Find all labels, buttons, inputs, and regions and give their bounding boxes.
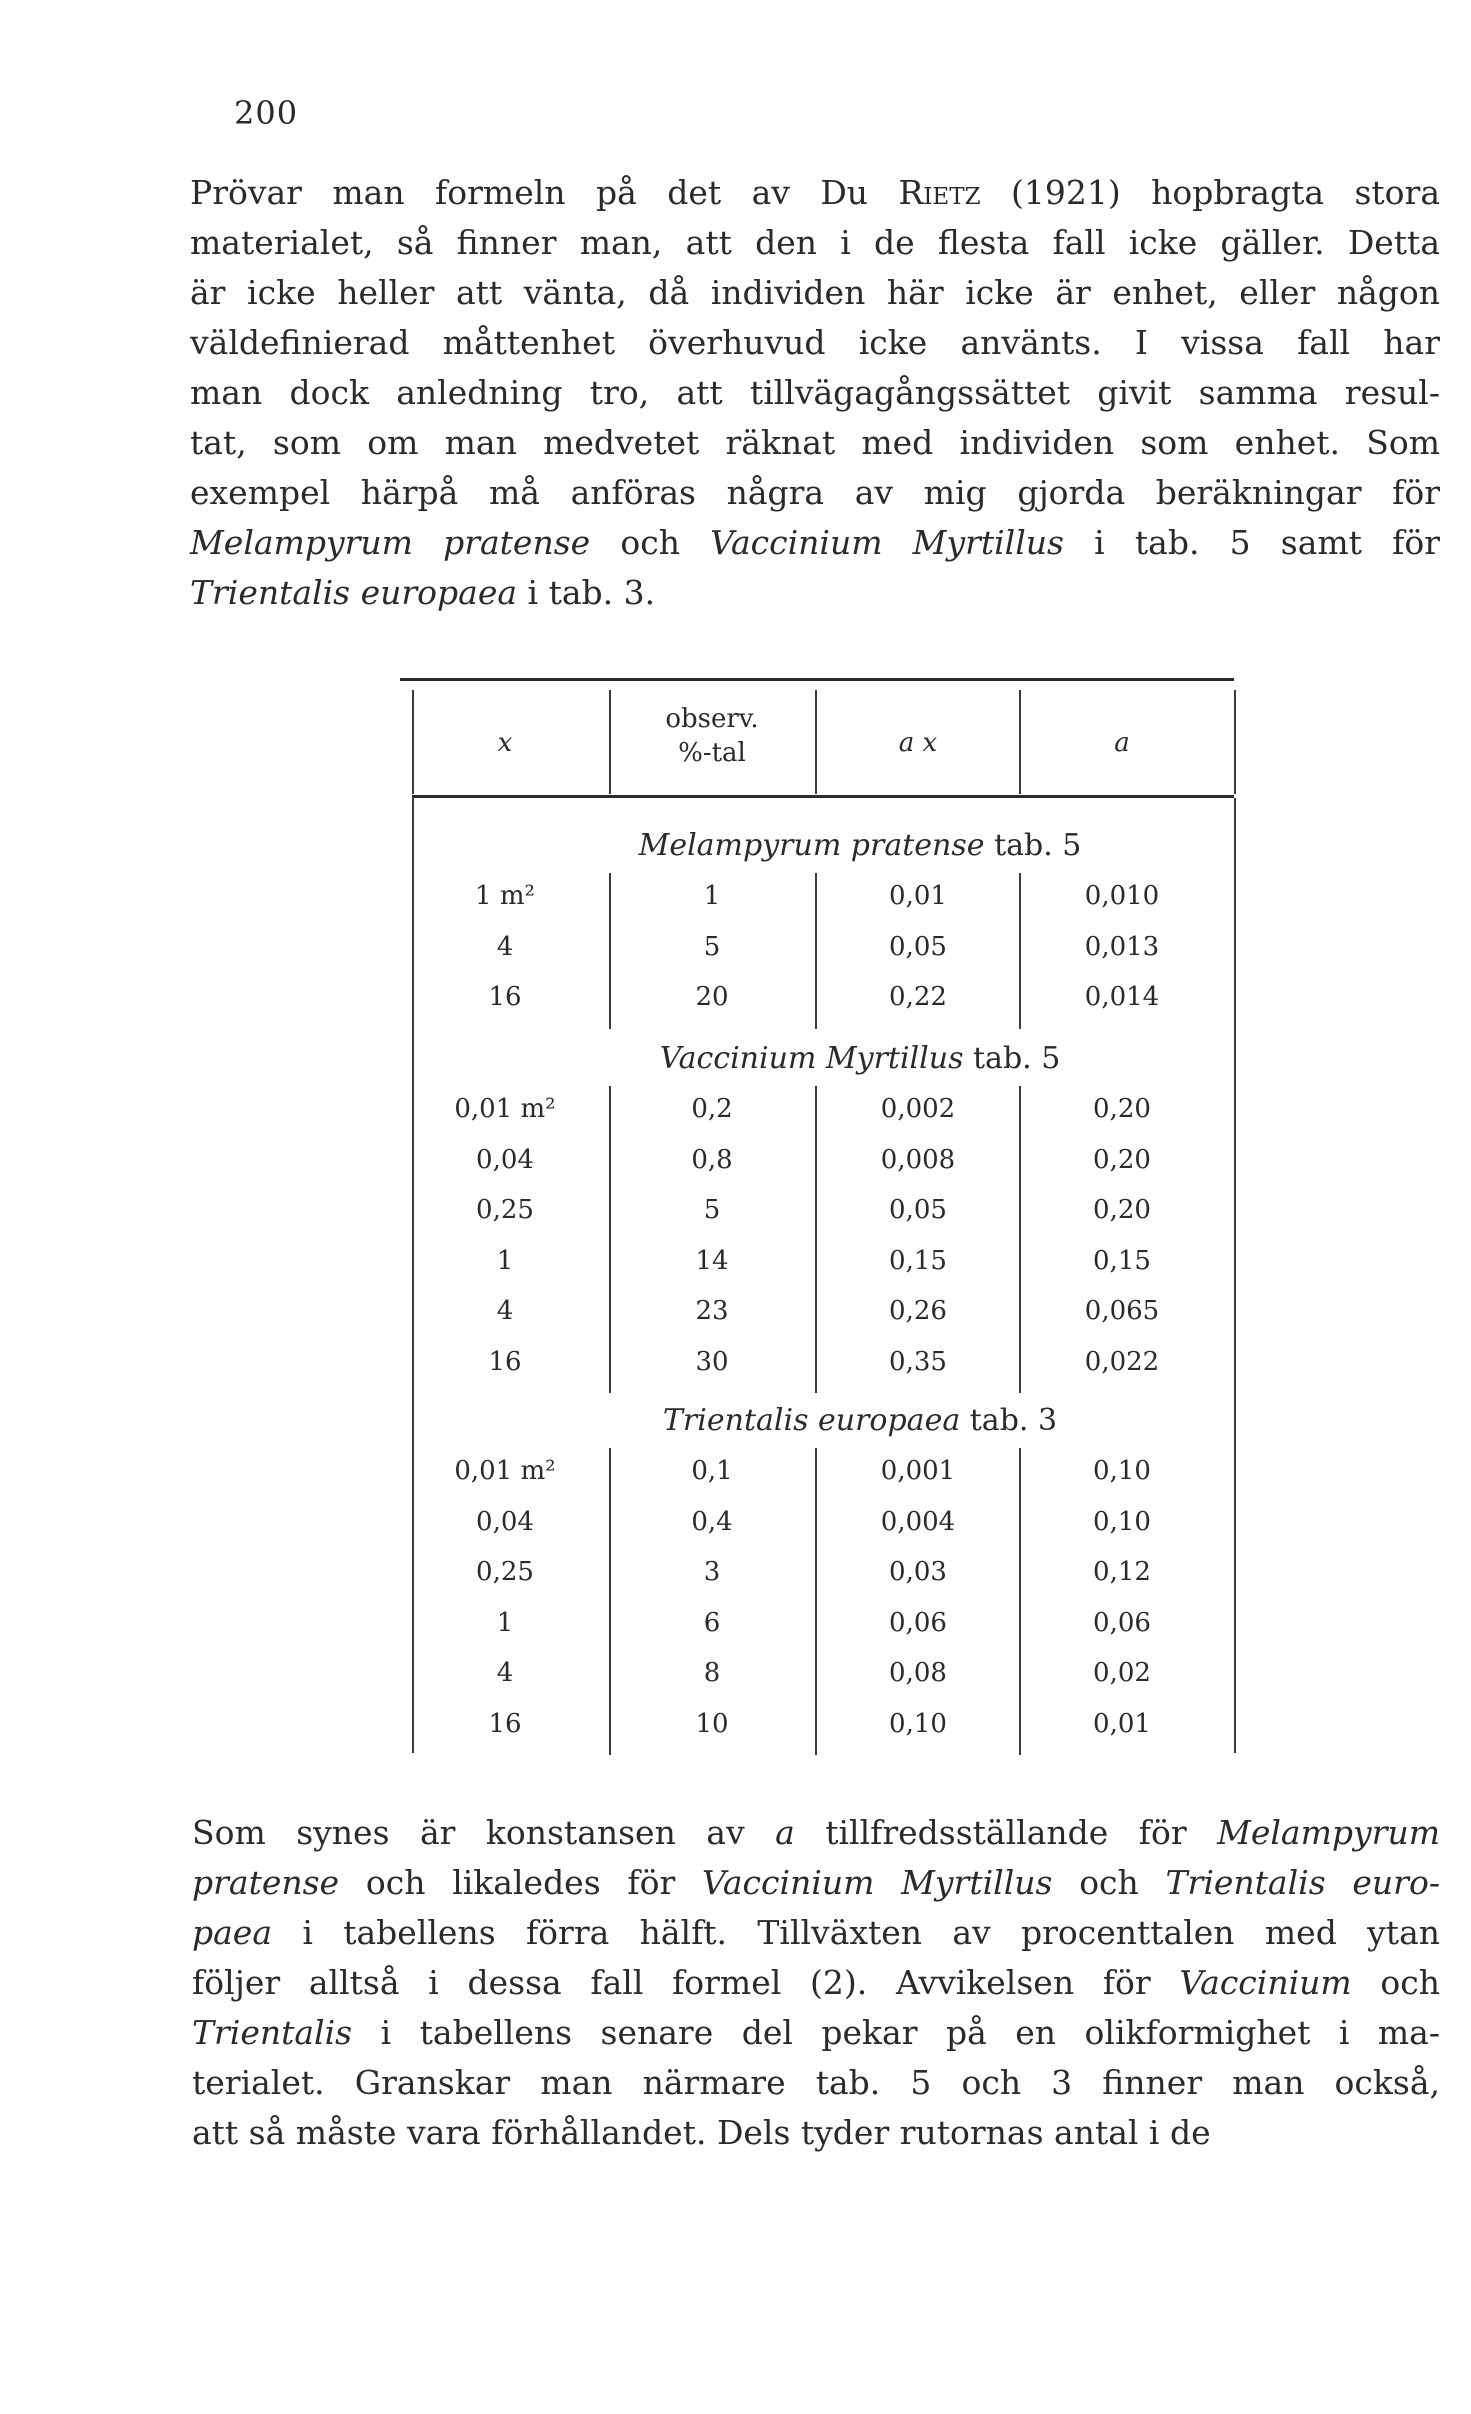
intro-paragraph <box>190 168 1440 618</box>
table-column-rule <box>609 1086 611 1393</box>
table-column-rule <box>815 690 817 794</box>
text-line <box>192 1958 1440 2008</box>
text-line <box>192 2108 1440 2158</box>
italic-text: pratense <box>192 1863 340 1902</box>
cell-ax: 0,03 <box>889 1557 947 1587</box>
text-segment: och <box>1052 1863 1166 1902</box>
text-segment: tillfredsställande för <box>794 1813 1218 1852</box>
cell-a: 0,065 <box>1084 1296 1160 1326</box>
header-x: x <box>497 728 513 758</box>
cell-observ: 20 <box>695 982 729 1012</box>
text-line <box>190 168 1440 218</box>
table-column-rule <box>1019 1448 1021 1755</box>
text-segment: och likaledes för <box>339 1863 703 1902</box>
table-column-rule <box>815 873 817 1029</box>
table-column-rule <box>815 1448 817 1755</box>
cell-x: 0,01 m² <box>454 1456 556 1486</box>
cell-ax: 0,15 <box>889 1245 947 1276</box>
table-column-rule <box>609 873 611 1029</box>
cell-ax: 0,05 <box>889 931 947 962</box>
cell-x: 1 <box>496 1607 514 1638</box>
cell-x: 0,25 <box>476 1195 534 1225</box>
cell-observ: 0,4 <box>691 1506 733 1537</box>
text-segment: att så måste vara förhållandet. Dels tyder rutornas antal i de <box>192 2113 1211 2152</box>
cell-observ: 14 <box>695 1245 729 1276</box>
cell-ax: 0,002 <box>880 1094 956 1124</box>
cell-observ: 0,1 <box>691 1456 733 1486</box>
cell-ax: 0,004 <box>880 1506 956 1537</box>
section-title-species: Melampyrum pratense <box>638 828 985 863</box>
text-segment: (1921) hopbragta stora <box>980 173 1440 212</box>
cell-a: 0,02 <box>1093 1658 1151 1688</box>
table-column-rule <box>412 690 414 794</box>
text-line <box>192 2008 1440 2058</box>
section-title-ref: tab. 5 <box>984 828 1082 863</box>
text-segment: följer alltså i dessa fall formel (2). Avvikelsen för <box>192 1963 1180 2002</box>
cell-a: 0,20 <box>1093 1195 1151 1225</box>
text-line <box>190 268 1440 318</box>
text-line <box>190 518 1440 568</box>
italic-text: Vaccinium Myrtillus <box>710 523 1064 562</box>
section-title-species: Trientalis europaea <box>662 1403 961 1438</box>
cell-observ: 5 <box>703 1195 721 1225</box>
cell-x: 0,01 m² <box>454 1094 556 1124</box>
cell-a: 0,20 <box>1093 1094 1151 1124</box>
cell-observ: 23 <box>695 1296 729 1326</box>
cell-ax: 0,35 <box>889 1346 947 1377</box>
text-segment: och <box>590 523 711 562</box>
text-line <box>190 468 1440 518</box>
section-title-ref: tab. 5 <box>963 1041 1061 1076</box>
cell-observ: 0,8 <box>691 1144 733 1175</box>
text-line <box>192 1908 1440 1958</box>
section-title <box>550 828 1170 863</box>
cell-x: 1 m² <box>475 881 535 911</box>
table-column-rule <box>815 1086 817 1393</box>
cell-x: 16 <box>488 1346 522 1377</box>
text-segment: Som synes är konstansen av <box>192 1813 776 1852</box>
cell-observ: 6 <box>703 1607 721 1638</box>
text-segment: i tab. 5 samt för <box>1063 523 1440 562</box>
italic-text: Melampyrum pratense <box>190 523 591 562</box>
cell-x: 4 <box>496 931 514 962</box>
text-line <box>192 1858 1440 1908</box>
text-segment: man dock anledning tro, att tillvägagångssättet givit samma resul- <box>190 373 1440 412</box>
section-title-species: Vaccinium Myrtillus <box>659 1041 964 1076</box>
section-title <box>550 1041 1170 1076</box>
section-title-ref: tab. 3 <box>960 1403 1058 1438</box>
table-column-rule <box>609 1448 611 1755</box>
cell-a: 0,12 <box>1093 1557 1151 1587</box>
italic-text: Vaccinium Myrtillus <box>702 1863 1053 1902</box>
cell-a: 0,014 <box>1084 982 1160 1012</box>
header-ax: a x <box>898 728 938 758</box>
cell-x: 4 <box>496 1658 514 1688</box>
table-column-rule <box>1234 690 1236 794</box>
text-segment: i tabellens förra hälft. Tillväxten av procenttalen med ytan <box>272 1913 1440 1952</box>
table-column-rule <box>609 690 611 794</box>
text-segment: i tab. 3. <box>517 573 656 612</box>
cell-x: 16 <box>488 982 522 1012</box>
table-column-rule <box>1234 798 1236 1753</box>
cell-a: 0,20 <box>1093 1144 1151 1175</box>
cell-x: 4 <box>496 1296 514 1326</box>
text-line <box>190 218 1440 268</box>
cell-x: 1 <box>496 1245 514 1276</box>
table-header-rule <box>412 795 1234 798</box>
cell-a: 0,022 <box>1084 1346 1160 1377</box>
cell-a: 0,10 <box>1093 1506 1151 1537</box>
data-table <box>400 678 1234 1754</box>
header-observ-line2: %-tal <box>678 738 746 768</box>
text-line <box>190 418 1440 468</box>
text-segment: tat, som om man medvetet räknat med individen som enhet. Som <box>190 423 1440 462</box>
text-segment: Prövar man formeln på det av Du <box>190 173 899 212</box>
italic-text: Trientalis europaea <box>190 573 518 612</box>
small-caps-text: Rietz <box>898 173 981 212</box>
cell-observ: 5 <box>703 931 721 962</box>
cell-observ: 1 <box>703 881 721 911</box>
cell-ax: 0,06 <box>889 1607 947 1638</box>
header-observ <box>612 702 812 770</box>
cell-ax: 0,05 <box>889 1195 947 1225</box>
text-line <box>192 1808 1440 1858</box>
cell-ax: 0,22 <box>889 982 947 1012</box>
table-column-rule <box>412 798 414 1753</box>
cell-observ: 10 <box>695 1708 729 1739</box>
cell-observ: 0,2 <box>691 1094 733 1124</box>
text-segment: terialet. Granskar man närmare tab. 5 och 3 finner man också, <box>192 2063 1440 2102</box>
cell-a: 0,06 <box>1093 1607 1151 1638</box>
text-line <box>190 568 1440 618</box>
cell-ax: 0,10 <box>889 1708 947 1739</box>
italic-text: Vaccinium <box>1179 1963 1352 2002</box>
cell-ax: 0,01 <box>889 881 947 911</box>
text-segment: och <box>1351 1963 1441 2002</box>
cell-ax: 0,08 <box>889 1658 947 1688</box>
text-segment: är icke heller att vänta, då individen här icke är enhet, eller någon <box>190 273 1440 312</box>
table-top-rule <box>400 678 1234 681</box>
cell-a: 0,013 <box>1084 931 1160 962</box>
cell-x: 0,25 <box>476 1557 534 1587</box>
section-title <box>550 1403 1170 1438</box>
table-column-rule <box>1019 690 1021 794</box>
cell-observ: 3 <box>703 1557 721 1587</box>
text-line <box>192 2058 1440 2108</box>
page-number: 200 <box>234 94 299 132</box>
text-line <box>190 318 1440 368</box>
cell-a: 0,15 <box>1093 1245 1151 1276</box>
cell-observ: 30 <box>695 1346 729 1377</box>
header-a: a <box>1114 728 1130 758</box>
cell-observ: 8 <box>703 1658 721 1688</box>
italic-text: paea <box>192 1913 273 1952</box>
text-segment: väldefinierad måttenhet överhuvud icke använts. I vissa fall har <box>190 323 1440 362</box>
text-segment: materialet, så finner man, att den i de flesta fall icke gäller. Detta <box>190 223 1440 262</box>
italic-text: a <box>775 1813 795 1852</box>
italic-text: Trientalis euro- <box>1165 1863 1440 1902</box>
cell-x: 16 <box>488 1708 522 1739</box>
text-segment: i tabellens senare del pekar på en olikformighet i ma- <box>352 2013 1440 2052</box>
cell-a: 0,010 <box>1084 881 1160 911</box>
cell-a: 0,01 <box>1093 1708 1151 1739</box>
table-column-rule <box>1019 873 1021 1029</box>
cell-ax: 0,001 <box>880 1456 956 1486</box>
italic-text: Trientalis <box>192 2013 353 2052</box>
table-column-rule <box>1019 1086 1021 1393</box>
header-observ-line1: observ. <box>665 704 759 734</box>
cell-ax: 0,26 <box>889 1296 947 1326</box>
cell-x: 0,04 <box>476 1506 534 1537</box>
cell-a: 0,10 <box>1093 1456 1151 1486</box>
conclusion-paragraph <box>192 1808 1440 2158</box>
text-segment: exempel härpå må anföras några av mig gjorda beräkningar för <box>190 473 1440 512</box>
text-line <box>190 368 1440 418</box>
cell-ax: 0,008 <box>880 1144 956 1175</box>
cell-x: 0,04 <box>476 1144 534 1175</box>
italic-text: Melampyrum <box>1217 1813 1440 1852</box>
